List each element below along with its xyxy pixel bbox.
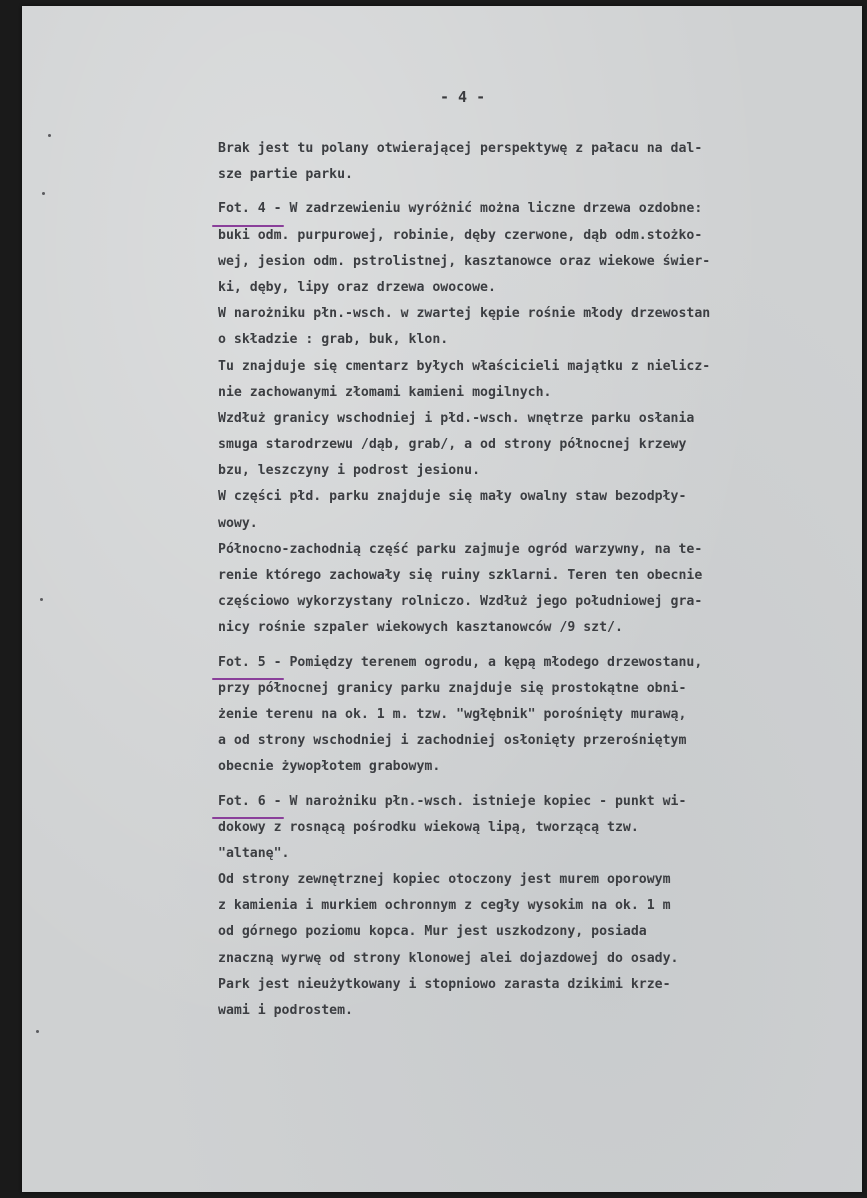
punch-mark — [48, 134, 51, 137]
line-text: Północno-zachodnią część parku zajmuje ogród warzywny, na te- — [218, 541, 703, 557]
line-text: nicy rośnie szpaler wiekowych kasztanowców /9 szt/. — [218, 620, 623, 636]
text-line — [218, 702, 838, 728]
punch-mark — [36, 1030, 39, 1033]
text-line — [218, 327, 838, 353]
text-line — [218, 432, 838, 458]
photo-reference: Fot. 5 — [218, 650, 266, 676]
line-text: Od strony zewnętrznej kopiec otoczony jest murem oporowym — [218, 872, 671, 888]
line-text: częściowo wykorzystany rolniczo. Wzdłuż jego południowej gra- — [218, 594, 703, 610]
text-line — [218, 275, 838, 301]
text-line — [218, 484, 838, 510]
line-text: obecnie żywopłotem grabowym. — [218, 759, 441, 775]
line-text: - Pomiędzy terenem ogrodu, a kępą młodego drzewostanu, — [265, 654, 703, 670]
line-text: W części płd. parku znajduje się mały owalny staw bezodpły- — [218, 489, 687, 505]
line-text: o składzie : grab, buk, klon. — [218, 332, 449, 348]
line-text: z kamienia i murkiem ochronnym z cegły wysokim na ok. 1 m — [218, 898, 671, 914]
text-line — [218, 136, 838, 162]
text-line — [218, 841, 838, 867]
paragraph-gap — [218, 781, 838, 789]
photo-reference: Fot. 6 — [218, 789, 266, 815]
line-text: smuga starodrzewu /dąb, grab/, a od strony północnej krzewy — [218, 437, 687, 453]
line-text: sze partie parku. — [218, 167, 353, 183]
text-line — [218, 754, 838, 780]
line-text: Brak jest tu polany otwierającej perspektywę z pałacu na dal- — [218, 141, 703, 156]
text-line — [218, 867, 838, 893]
text-line — [218, 563, 838, 589]
line-text: od górnego poziomu kopca. Mur jest uszkodzony, posiada — [218, 924, 647, 940]
text-line — [218, 301, 838, 327]
text-line — [218, 615, 838, 641]
text-line — [218, 458, 838, 484]
text-line — [218, 650, 838, 676]
punch-mark — [40, 598, 43, 601]
text-line — [218, 893, 838, 919]
line-text: - W narożniku płn.-wsch. istnieje kopiec - punkt wi- — [265, 793, 687, 809]
text-line — [218, 406, 838, 432]
photo-reference: Fot. 4 — [218, 196, 266, 222]
text-line — [218, 815, 838, 841]
text-line — [218, 998, 838, 1024]
line-text: Wzdłuż granicy wschodniej i płd.-wsch. wnętrze parku osłania — [218, 410, 695, 426]
line-text: znaczną wyrwę od strony klonowej alei dojazdowej do osady. — [218, 950, 679, 966]
line-text: "altanę". — [218, 845, 290, 861]
line-text: wami i podrostem. — [218, 1003, 353, 1018]
line-text: - W zadrzewieniu wyróżnić można liczne drzewa ozdobne: — [265, 201, 703, 217]
text-line — [218, 919, 838, 945]
line-text: wowy. — [218, 515, 258, 531]
line-text: nie zachowanymi złomami kamieni mogilnych. — [218, 384, 552, 400]
line-text: przy północnej granicy parku znajduje się prostokątne obni- — [218, 680, 687, 696]
body-text — [218, 136, 838, 1024]
line-text: renie którego zachowały się ruiny szklarni. Teren ten obecnie — [218, 568, 703, 583]
line-text: Tu znajduje się cmentarz byłych właścicieli majątku z nielicz- — [218, 358, 711, 374]
text-line — [218, 728, 838, 754]
line-text: wej, jesion odm. pstrolistnej, kasztanowce oraz wiekowe świer- — [218, 253, 711, 269]
text-line — [218, 223, 838, 249]
text-line — [218, 162, 838, 188]
text-line — [218, 676, 838, 702]
text-line — [218, 249, 838, 275]
text-line — [218, 380, 838, 406]
text-line — [218, 196, 838, 222]
line-text: dokowy z rosnącą pośrodku wiekową lipą, tworzącą tzw. — [218, 819, 639, 835]
line-text: buki odm. purpurowej, robinie, dęby czerwone, dąb odm.stożko- — [218, 227, 703, 243]
text-line — [218, 511, 838, 537]
line-text: Park jest nieużytkowany i stopniowo zarasta dzikimi krze- — [218, 976, 671, 992]
page-number: - 4 - — [440, 88, 486, 106]
text-line — [218, 789, 838, 815]
line-text: a od strony wschodniej i zachodniej osłonięty przerośniętym — [218, 733, 687, 749]
paragraph-gap — [218, 188, 838, 196]
line-text: W narożniku płn.-wsch. w zwartej kępie rośnie młody drzewostan — [218, 306, 711, 322]
line-text: ki, dęby, lipy oraz drzewa owocowe. — [218, 279, 496, 295]
text-line — [218, 537, 838, 563]
text-line — [218, 972, 838, 998]
text-line — [218, 589, 838, 615]
punch-mark — [42, 192, 45, 195]
text-line — [218, 946, 838, 972]
line-text: żenie terenu na ok. 1 m. tzw. "wgłębnik" porośnięty murawą, — [218, 706, 687, 722]
line-text: bzu, leszczyny i podrost jesionu. — [218, 463, 481, 479]
paragraph-gap — [218, 642, 838, 650]
text-line — [218, 354, 838, 380]
